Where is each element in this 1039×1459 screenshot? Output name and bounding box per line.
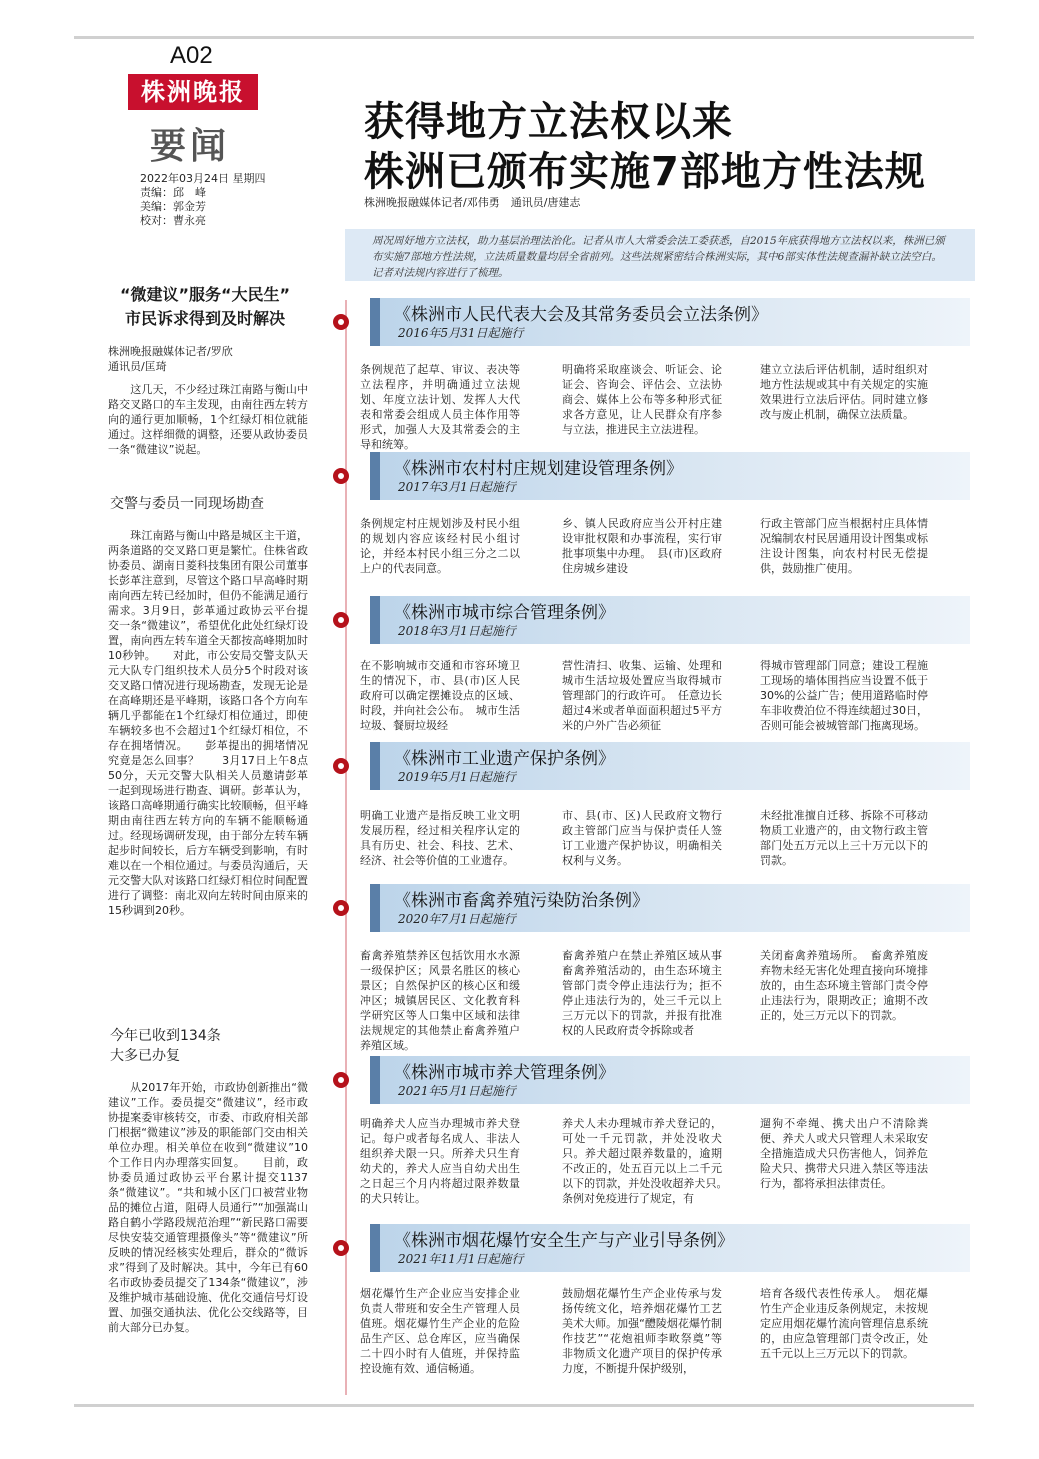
law-text-col-1: 条例规范了起草、审议、表决等立法程序，并明确通过立法规划、年度立法计划、发挥人大代表和常委会组成人员主体作用等形式，加强人大及其常委会的主导和统筹。 bbox=[360, 363, 520, 451]
law-date: 2020年7月1日起施行 bbox=[398, 912, 516, 926]
byline: 株洲晚报融媒体记者/邓伟勇 通讯员/唐建志 bbox=[364, 196, 581, 209]
law-title: 《株洲市畜禽养殖污染防治条例》 bbox=[394, 891, 649, 911]
law-text-col-1: 烟花爆竹生产企业应当安排企业负责人带班和安全生产管理人员值班。烟花爆竹生产企业的危险品生产区、总仓库区，应当确保二十四小时有人值班，并保持监控设施有效、通信畅通。 bbox=[360, 1287, 520, 1375]
law-text-col-3: 行政主管部门应当根据村庄具体情况编制农村民居通用设计图集或标注设计图集，向农村村民无偿提供，鼓励推广使用。 bbox=[760, 517, 928, 575]
law-title: 《株洲市城市养犬管理条例》 bbox=[394, 1063, 615, 1083]
law-date: 2016年5月31日起施行 bbox=[398, 326, 524, 340]
law-date: 2021年5月1日起施行 bbox=[398, 1084, 516, 1098]
left-byline bbox=[108, 344, 288, 374]
headline-line-1: 获得地方立法权以来 bbox=[364, 99, 733, 145]
law-text-col-3: 未经批准擅自迁移、拆除不可移动物质工业遗产的，由文物行政主管部门处五万元以上三十万元以下的罚款。 bbox=[760, 809, 928, 867]
law-text-col-1: 明确工业遗产是指反映工业文明发展历程，经过相关程序认定的具有历史、社会、科技、艺术、经济、社会等价值的工业遗存。 bbox=[360, 809, 520, 867]
left-byline-correspondent: 通讯员/匡琦 bbox=[108, 360, 167, 373]
page-number: A02 bbox=[170, 42, 213, 69]
timeline-line bbox=[345, 300, 347, 1395]
law-text-col-3: 关闭畜禽养殖场所。 畜禽养殖废弃物未经无害化处理直接向环境排放的，由生态环境主管部门责令停止违法行为，限期改正；逾期不改正的，处三万元以下的罚款。 bbox=[760, 949, 928, 1022]
left-byline-reporter: 株洲晚报融媒体记者/罗欣 bbox=[108, 345, 233, 358]
issue-date: 2022年03月24日 星期四 bbox=[140, 172, 266, 185]
timeline-dot bbox=[333, 468, 349, 484]
timeline-dot bbox=[333, 314, 349, 330]
timeline-dot bbox=[333, 1240, 349, 1256]
section-title: 要闻 bbox=[150, 125, 231, 167]
law-title: 《株洲市农村村庄规划建设管理条例》 bbox=[394, 459, 683, 479]
law-title: 《株洲市城市综合管理条例》 bbox=[394, 603, 615, 623]
law-text-col-2: 明确将采取座谈会、听证会、论证会、咨询会、评估会、立法协商会、媒体上公布等多种形式征求各方意见，让人民群众有序参与立法，推进民主立法进程。 bbox=[562, 363, 722, 436]
headline-line-2: 株洲已颁布实施7部地方性法规 bbox=[364, 149, 926, 195]
law-text-col-1: 明确养犬人应当办理城市养犬登记。每户或者每名成人、非法人组织养犬限一只。所养犬只生育幼犬的，养犬人应当自幼犬出生之日起三个月内将超过限养数量的犬只转让。 bbox=[360, 1117, 520, 1205]
timeline-dot bbox=[333, 1072, 349, 1088]
timeline-dot bbox=[333, 612, 349, 628]
law-text-col-3: 培育各级代表性传承人。 烟花爆竹生产企业违反条例规定，未按规定应用烟花爆竹流向管理信息系统的，由应急管理部门责令改正，处五千元以上三万元以下的罚款。 bbox=[760, 1287, 928, 1360]
left-headline-line-1: “微建议”服务“大民生” bbox=[119, 285, 291, 304]
timeline-dot bbox=[333, 900, 349, 916]
left-paragraph-3: 从2017年开始，市政协创新推出“微建议”工作。委员提交“微建议”，经市政协提案委审核转交，市委、市政府相关部门根据“微建议”涉及的职能部门交由相关单位办理。相关单位在收到“微建议”10个工作日内办理落实回复。 目前，政协委员通过政协云平台累计提交1137条“微建议”。“共和城小区门口被营业物品的摊位占道，阻碍人员通行”“加强嵩山路自鹤小学路段规范治理”“新民路口需要尽快安装交通管理摄像头”等“微建议”所反映的情况经核实处理后，群众的“微诉求”得到了及时解决。其中，今年已有60名市政协委员提交了134条“微建议”，涉及维护城市基础设施、优化交通信号灯设置、加强交通执法、优化公交线路等，目前大部分已办复。 bbox=[108, 1081, 308, 1334]
law-text-col-3: 建立立法后评估机制，适时组织对地方性法规或其中有关规定的实施效果进行立法后评估。同时建立修改与废止机制，确保立法质量。 bbox=[760, 363, 928, 421]
law-title: 《株洲市烟花爆竹安全生产与产业引导条例》 bbox=[394, 1231, 734, 1251]
law-text-col-2: 养犬人未办理城市养犬登记的，可处一千元罚款，并处没收犬只。养犬超过限养数量的，逾期不改正的，处五百元以上二千元以下的罚款，并处没收超养犬只。 条例对免疫进行了规定，有 bbox=[562, 1117, 733, 1205]
proofreader: 校对：曹永亮 bbox=[140, 214, 206, 227]
law-text-col-2: 畜禽养殖户在禁止养殖区域从事畜禽养殖活动的，由生态环境主管部门责令停止违法行为；拒不停止违法行为的，处三千元以上三万元以下的罚款，并报有批准权的人民政府责令拆除或者 bbox=[562, 949, 722, 1037]
left-paragraph-1: 这几天，不少经过珠江南路与衡山中路交叉路口的车主发现，由南往西左转方向的通行更加顺畅，1个红绿灯相位就能通过。这样细微的调整，还要从政协委员一条“微建议”说起。 bbox=[108, 383, 308, 456]
masthead-logo: 株洲晚报 bbox=[128, 74, 258, 110]
law-date: 2018年3月1日起施行 bbox=[398, 624, 516, 638]
law-text-col-2: 鼓励烟花爆竹生产企业传承与发扬传统文化，培养烟花爆竹工艺美术大师。加强“醴陵烟花爆竹制作技艺”“花炮祖师李畋祭奠”等非物质文化遗产项目的保护传承力度，不断提升保护级别， bbox=[562, 1287, 722, 1375]
left-paragraph-2: 珠江南路与衡山中路是城区主干道，两条道路的交叉路口更是繁忙。住株省政协委员、湖南日菱科技集团有限公司董事长彭革注意到，尽管这个路口早高峰时期南向西左转已经加时，但仍不能满足通行需求。3月9日，彭革通过政协云平台提交一条“微建议”，希望优化此处红绿灯设置，南向西左转车道全天都按高峰期加时10秒钟。 对此，市公安局交警支队天元大队专门组织技术人员分5个时段对该交叉路口情况进行现场勘查，发现无论是在高峰期还是平峰期，该路口各个方向车辆几乎都能在1个红绿灯相位通过，即使车辆较多也不会超过1个红绿灯相位，不存在拥堵情况。 彭革提出的拥堵情况究竟是怎么回事？ 3月17日上午8点50分，天元交警大队相关人员邀请彭革一起到现场进行勘查、调研。彭革认为，该路口高峰期通行确实比较顺畅，但平峰期由南往西左转方向的车辆不能顺畅通过。经现场调研发现，由于部分左转车辆起步时间较长，后方车辆受到影响，有时难以在一个相位通过。与委员沟通后，天元交警大队对该路口红绿灯相位时间配置进行了调整：南北双向左转时间由原来的15秒调到20秒。 bbox=[108, 529, 308, 917]
law-text-col-1: 畜禽养殖禁养区包括饮用水水源一级保护区；风景名胜区的核心景区；自然保护区的核心区和缓冲区；城镇居民区、文化教育科学研究区等人口集中区域和法律法规规定的其他禁止畜禽养殖户养殖区域。 bbox=[360, 949, 520, 1052]
left-headline-line-2: 市民诉求得到及时解决 bbox=[124, 309, 285, 328]
designer: 美编：郭金芳 bbox=[140, 200, 206, 213]
law-title: 《株洲市工业遗产保护条例》 bbox=[394, 749, 615, 769]
left-subhead-1: 交警与委员一同现场勘查 bbox=[110, 496, 264, 512]
left-subhead-2-line-1: 今年已收到134条 bbox=[110, 1028, 221, 1044]
law-text-col-2: 市、县(市、区)人民政府文物行政主管部门应当与保护责任人签订工业遗产保护协议，明确相关权利与义务。 bbox=[562, 809, 722, 867]
left-subhead-2-line-2: 大多已办复 bbox=[110, 1048, 180, 1064]
law-text-col-3: 遛狗不牵绳、携犬出户不清除粪便、养犬人或犬只管理人未采取安全措施造成犬只伤害他人，饲养危险犬只、携带犬只进入禁区等违法行为，都将承担法律责任。 bbox=[760, 1117, 928, 1190]
law-text-col-2: 乡、镇人民政府应当公开村庄建设审批权限和办事流程，实行审批事项集中办理。 县(市)区政府住房城乡建设 bbox=[562, 517, 722, 575]
intro-text: 周况周好地方立法权，助力基层治理法治化。记者从市人大常委会法工委获悉，自2015年底获得地方立法权以来，株洲已颁布实施7部地方性法规，立法质量数量均居全省前列。这些法规紧密结合株洲实际，其中6部实体性法规查漏补缺立法空白。记者对法规内容进行了梳理。 bbox=[372, 235, 945, 279]
top-rule bbox=[74, 36, 974, 39]
law-date: 2021年11月1日起施行 bbox=[398, 1252, 524, 1266]
law-date: 2019年5月1日起施行 bbox=[398, 770, 516, 784]
law-text-col-2: 营性清扫、收集、运输、处理和城市生活垃圾处置应当取得城市管理部门的行政许可。 任意边长超过4米或者单面面积超过5平方米的户外广告必须征 bbox=[562, 659, 722, 732]
editor: 责编：邱 峰 bbox=[140, 186, 206, 199]
timeline-dot bbox=[333, 758, 349, 774]
bottom-rule bbox=[74, 1404, 974, 1407]
law-text-col-1: 在不影响城市交通和市容环境卫生的情况下，市、县(市)区人民政府可以确定摆摊设点的区域、时段，并向社会公布。 城市生活垃圾、餐厨垃圾经 bbox=[360, 659, 520, 732]
law-text-col-1: 条例规定村庄规划涉及村民小组的规划内容应该经村民小组讨论，并经本村民小组三分之二以上户的代表同意。 bbox=[360, 517, 520, 575]
law-title: 《株洲市人民代表大会及其常务委员会立法条例》 bbox=[394, 305, 768, 325]
law-text-col-3: 得城市管理部门同意；建设工程施工现场的墙体围挡应当设置不低于30%的公益广告；使用道路临时停车非收费泊位不得连续超过30日，否则可能会被城管部门拖离现场。 bbox=[760, 659, 928, 732]
law-date: 2017年3月1日起施行 bbox=[398, 480, 516, 494]
